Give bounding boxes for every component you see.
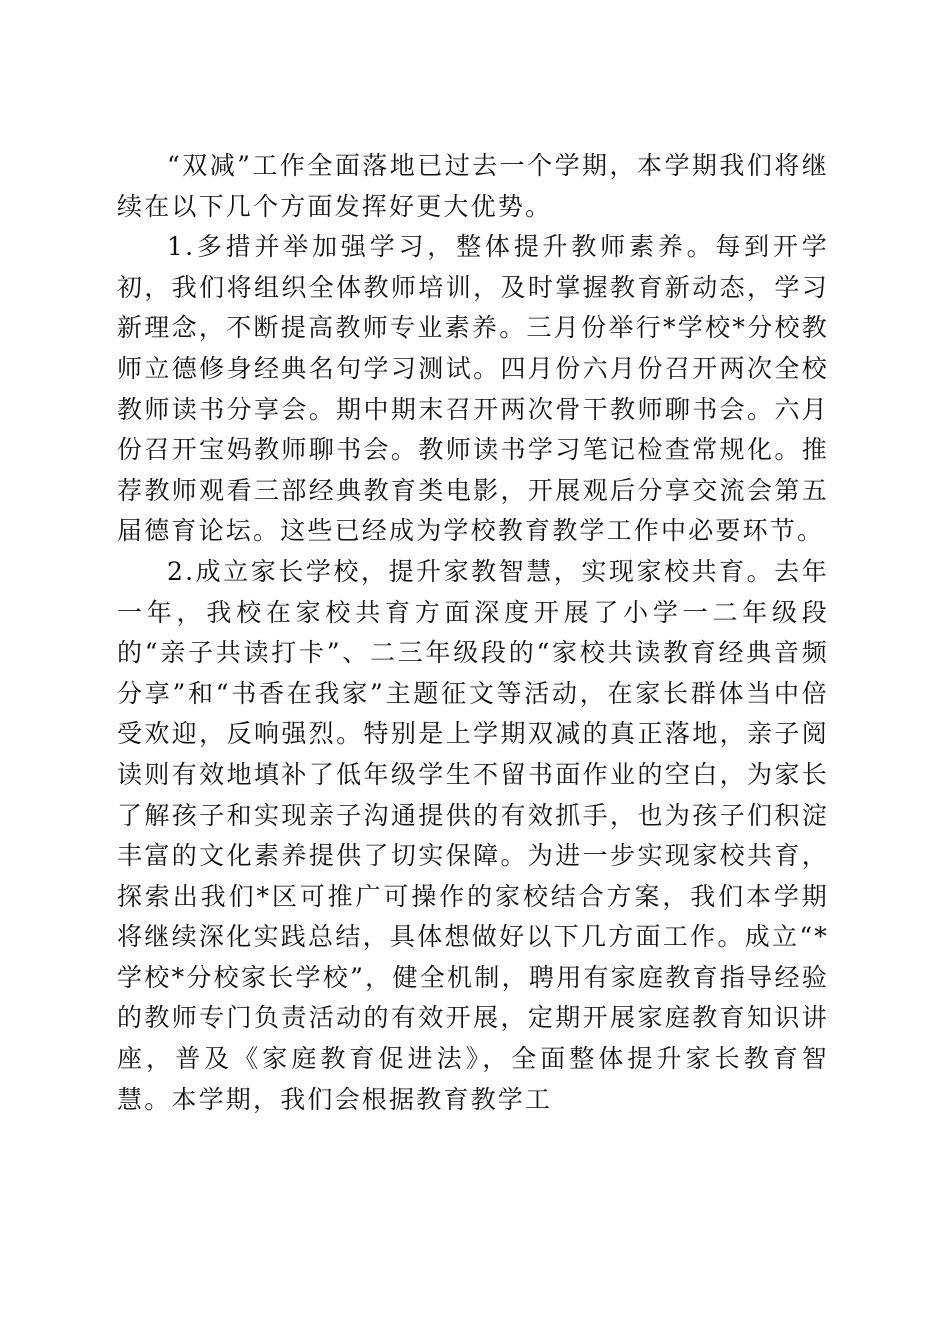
paragraph-item-1: 1.多措并举加强学习，整体提升教师素养。每到开学初，我们将组织全体教师培训，及时掌握教育新动态，学习新理念，不断提高教师专业素养。三月份举行*学校*分校教师立德修身经典名句学习测试。四月份六月份召开两次全校教师读书分享会。期中期末召开两次骨干教师聊书会。六月份召开宝妈教师聊书会。教师读书学习笔记检查常规化。推荐教师观看三部经典教育类电影，开展观后分享交流会第五届德育论坛。这些已经成为学校教育教学工作中必要环节。 xyxy=(117,232,829,546)
document-body xyxy=(117,146,829,1120)
paragraph-item-2: 2.成立家长学校，提升家教智慧，实现家校共育。去年一年，我校在家校共育方面深度开展了小学一二年级段的“亲子共读打卡”、二三年级段的“家校共读教育经典音频分享”和“书香在我家”主题征文等活动，在家长群体当中倍受欢迎，反响强烈。特别是上学期双减的真正落地，亲子阅读则有效地填补了低年级学生不留书面作业的空白，为家长了解孩子和实现亲子沟通提供的有效抓手，也为孩子们积淀丰富的文化素养提供了切实保障。为进一步实现家校共育，探索出我们*区可推广可操作的家校结合方案，我们本学期将继续深化实践总结，具体想做好以下几方面工作。成立“*学校*分校家长学校”，健全机制，聘用有家庭教育指导经验的教师专门负责活动的有效开展，定期开展家庭教育知识讲座，普及《家庭教育促进法》，全面整体提升家长教育智慧。本学期，我们会根据教育教学工 xyxy=(117,556,829,1114)
paragraph-intro: “双减”工作全面落地已过去一个学期，本学期我们将继续在以下几个方面发挥好更大优势。 xyxy=(117,151,829,221)
